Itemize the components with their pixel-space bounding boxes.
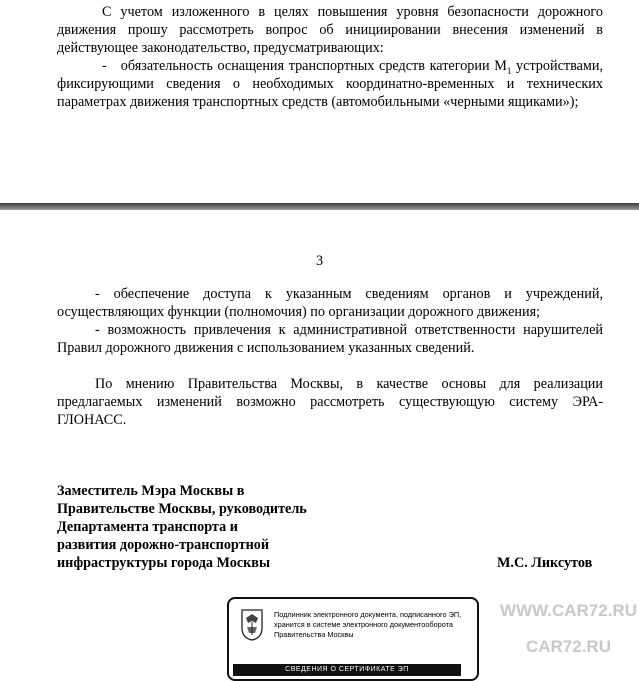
signatory-title-line: инфраструктуры города Москвы — [57, 555, 271, 571]
signatory-title-line: Департамента транспорта и — [57, 519, 238, 535]
page-number: 3 — [315, 253, 324, 269]
bullet-black-boxes — [57, 57, 603, 111]
bullet-liability: - возможность привлечения к административной ответственности нарушителей Правил дорожного движения с использованием указанных сведений. — [57, 322, 603, 356]
moscow-coat-of-arms-icon — [241, 609, 263, 641]
watermark-logo: CAR72.RU — [525, 637, 611, 656]
intro-paragraph: С учетом изложенного в целях повышения уровня безопасности дорожного движения прошу рассмотреть вопрос об инициировании внесения изменений в действующее законодательство, предусматривающих: — [57, 4, 603, 56]
document-page-top — [0, 0, 639, 203]
watermark-url: WWW.CAR72.RU — [500, 601, 637, 620]
signatory-title-line: Правительстве Москвы, руководитель — [57, 501, 307, 517]
electronic-signature-stamp — [227, 597, 479, 681]
document-page-bottom — [0, 210, 639, 673]
era-glonass-paragraph: По мнению Правительства Москвы, в качестве основы для реализации предлагаемых изменений возможно рассмотреть существующую систему ЭРА-ГЛОНАСС. — [57, 376, 603, 428]
bullet-rest-text: устройствами, фиксирующими сведения о необходимых координатно-временных и технических параметрах движения транспортных средств (автомобильными «черными ящиками»); — [57, 58, 604, 110]
bullet-data-access: - обеспечение доступа к указанным сведениям органов и учреждений, осуществляющих функции (полномочия) по организации дорожного движения; — [57, 286, 603, 320]
signatory-title — [57, 482, 307, 572]
vehicle-category-subscript: 1 — [506, 65, 512, 76]
bullet-lead-text: обязательность оснащения транспортных средств категории — [120, 58, 490, 74]
signatory-name: М.С. Ликсутов — [497, 555, 593, 571]
certificate-info-bar: СВЕДЕНИЯ О СЕРТИФИКАТЕ ЭП — [233, 664, 461, 676]
vehicle-category: M — [494, 58, 507, 74]
signatory-title-line: Заместитель Мэра Москвы в — [57, 483, 245, 499]
stamp-text: Подлинник электронного документа, подписанного ЭП, хранится в системе электронного документооборота Правительства Москвы — [274, 610, 462, 639]
page-separator — [0, 203, 639, 210]
signatory-title-line: развития дорожно-транспортной — [57, 537, 270, 553]
bullet-dash: - — [102, 58, 107, 74]
